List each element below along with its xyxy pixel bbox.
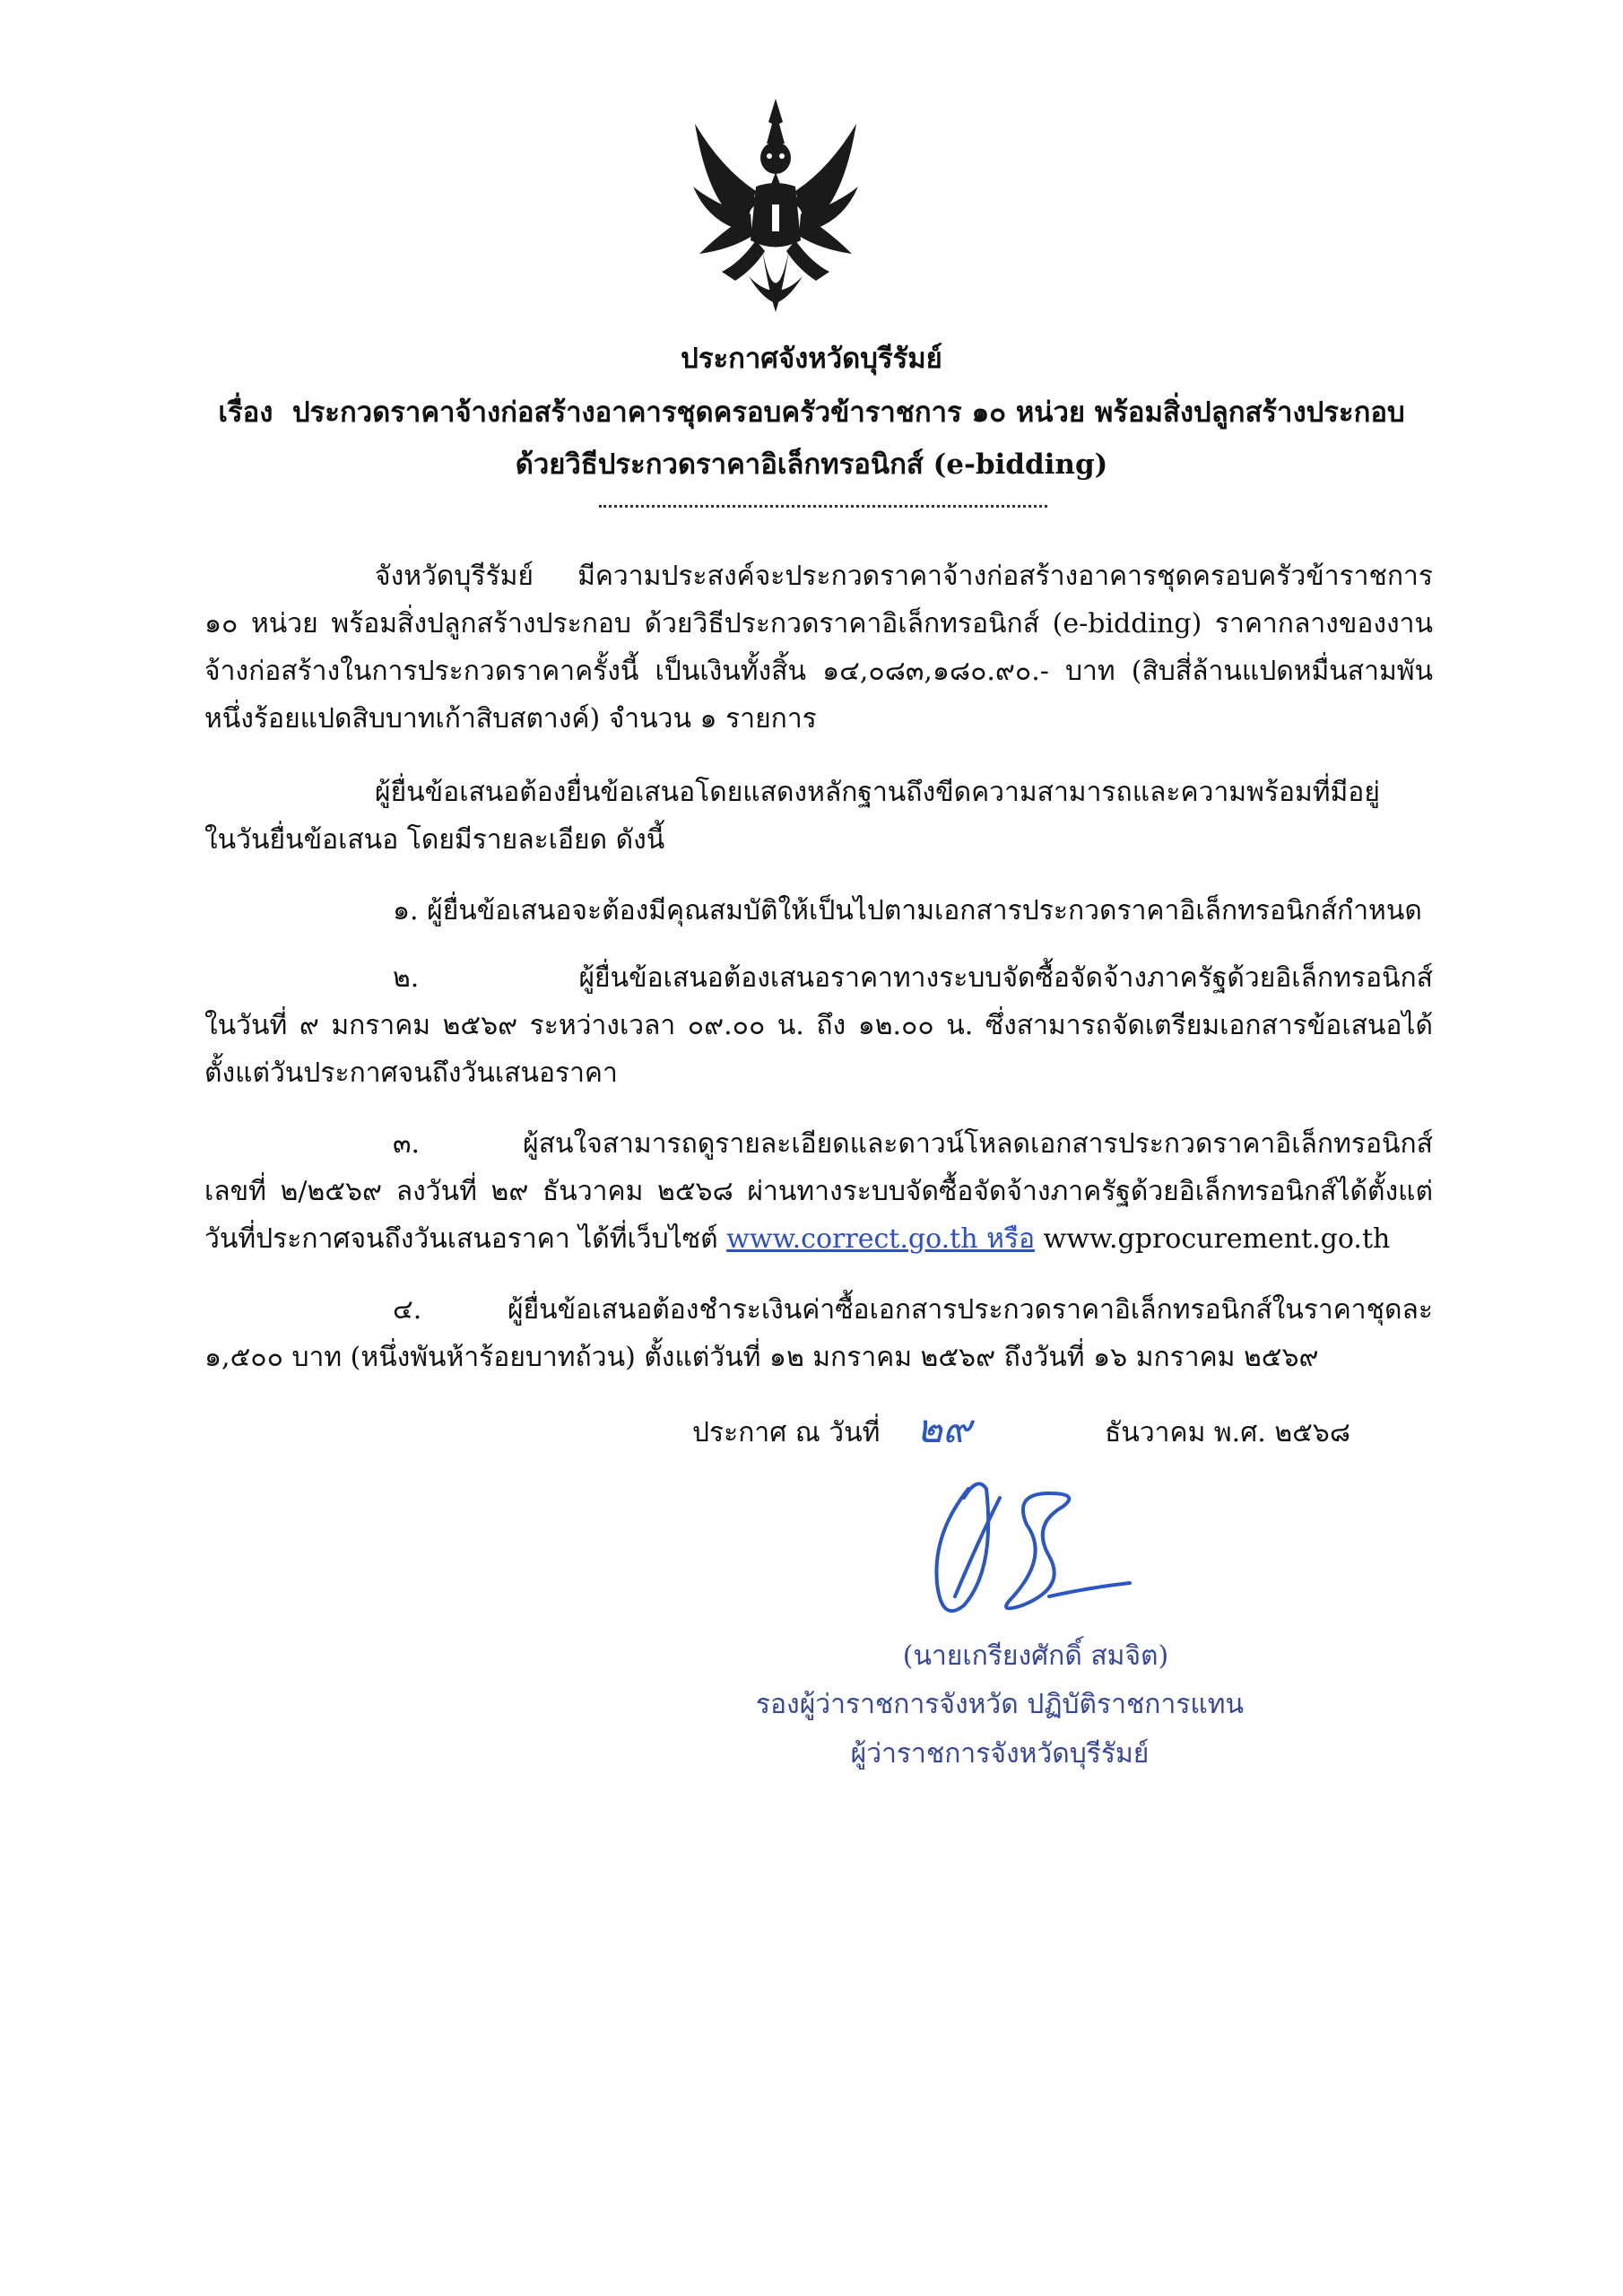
header-divider [599, 505, 1047, 508]
signature-icon [915, 1471, 1139, 1623]
requirement-line-1: ผู้ยื่นข้อเสนอต้องยื่นข้อเสนอโดยแสดงหลักฐานถึงขีดความสามารถและความพร้อมที่มีอยู่ [375, 777, 1380, 808]
intro-line-3: จ้างก่อสร้างในการประกวดราคาครั้งนี้ เป็นเงินทั้งสิ้น ๑๔,๐๘๓,๑๘๐.๙๐.- บาท (สิบสี่ล้านแปดหมื่นสามพัน [204, 656, 1433, 687]
signatory-title: รองผู้ว่าราชการจังหวัด ปฏิบัติราชการแทน [755, 1689, 1245, 1720]
item-2-line-2: ในวันที่ ๙ มกราคม ๒๕๖๙ ระหว่างเวลา ๐๙.๐๐ น. ถึง ๑๒.๐๐ น. ซึ่งสามารถจัดเตรียมเอกสารข้อเสนอได้ [204, 1010, 1433, 1041]
item-3-line-3 [204, 1221, 1433, 1258]
intro-line-2: ๑๐ หน่วย พร้อมสิ่งปลูกสร้างประกอบ ด้วยวิธีประกวดราคาอิเล็กทรอนิกส์ (e-bidding) ราคากลางของงาน [204, 608, 1433, 639]
item-3-line-1: ๓. ผู้สนใจสามารถดูรายละเอียดและดาวน์โหลดเอกสารประกวดราคาอิเล็กทรอนิกส์ [393, 1128, 1433, 1160]
subject-line-2: ด้วยวิธีประกวดราคาอิเล็กทรอนิกส์ (e-bidding) [515, 448, 1108, 481]
subject-label: เรื่อง [218, 396, 273, 429]
item-2-line-1: ๒. ผู้ยื่นข้อเสนอต้องเสนอราคาทางระบบจัดซื้อจัดจ้างภาครัฐด้วยอิเล็กทรอนิกส์ [393, 962, 1433, 994]
intro-line-1: จังหวัดบุรีรัมย์ มีความประสงค์จะประกวดราคาจ้างก่อสร้างอาคารชุดครอบครัวข้าราชการ [375, 561, 1433, 592]
requirement-line-2: ในวันยื่นข้อเสนอ โดยมีรายละเอียด ดังนี้ [204, 824, 665, 856]
item-4-line-1: ๔. ผู้ยื่นข้อเสนอต้องชำระเงินค่าซื้อเอกสารประกวดราคาอิเล็กทรอนิกส์ในราคาชุดละ [393, 1294, 1433, 1326]
item-1-line-1: ๑. ผู้ยื่นข้อเสนอจะต้องมีคุณสมบัติให้เป็นไปตามเอกสารประกวดราคาอิเล็กทรอนิกส์กำหนด [393, 895, 1422, 926]
announcement-prefix: ประกาศ ณ วันที่ [692, 1417, 881, 1448]
item-3-line-2: เลขที่ ๒/๒๕๖๙ ลงวันที่ ๒๙ ธันวาคม ๒๕๖๘ ผ่านทางระบบจัดซื้อจัดจ้างภาครัฐด้วยอิเล็กทรอนิกส์ได้ตั้งแต่ [204, 1176, 1433, 1207]
handwritten-day: ๒๙ [916, 1406, 972, 1452]
item-4-line-2: ๑,๕๐๐ บาท (หนึ่งพันห้าร้อยบาทถ้วน) ตั้งแต่วันที่ ๑๒ มกราคม ๒๕๖๙ ถึงวันที่ ๑๖ มกราคม ๒๕๖๙ [204, 1342, 1319, 1373]
document-issuer: ประกาศจังหวัดบุรีรัมย์ [681, 343, 942, 375]
announcement-suffix: ธันวาคม พ.ศ. ๒๕๖๘ [1105, 1417, 1350, 1448]
correct-website-link[interactable]: www.correct.go.th หรือ [726, 1223, 1035, 1255]
subject-text-1: ประกวดราคาจ้างก่อสร้างอาคารชุดครอบครัวข้าราชการ ๑๐ หน่วย พร้อมสิ่งปลูกสร้างประกอบ [291, 396, 1405, 429]
signatory-title-2: ผู้ว่าราชการจังหวัดบุรีรัมย์ [850, 1738, 1150, 1770]
intro-line-4: หนึ่งร้อยแปดสิบบาทเก้าสิบสตางค์) จำนวน ๑ รายการ [204, 703, 817, 735]
signatory-name: (นายเกรียงศักดิ์ สมจิต) [902, 1640, 1169, 1672]
subject-line-1 [0, 396, 1623, 429]
garuda-emblem-icon [686, 97, 865, 317]
gprocurement-website: www.gprocurement.go.th [1043, 1223, 1391, 1255]
item-2-line-3: ตั้งแต่วันประกาศจนถึงวันเสนอราคา [204, 1057, 618, 1089]
item-3-prefix: วันที่ประกาศจนถึงวันเสนอราคา ได้ที่เว็บไซต์ [204, 1223, 718, 1255]
